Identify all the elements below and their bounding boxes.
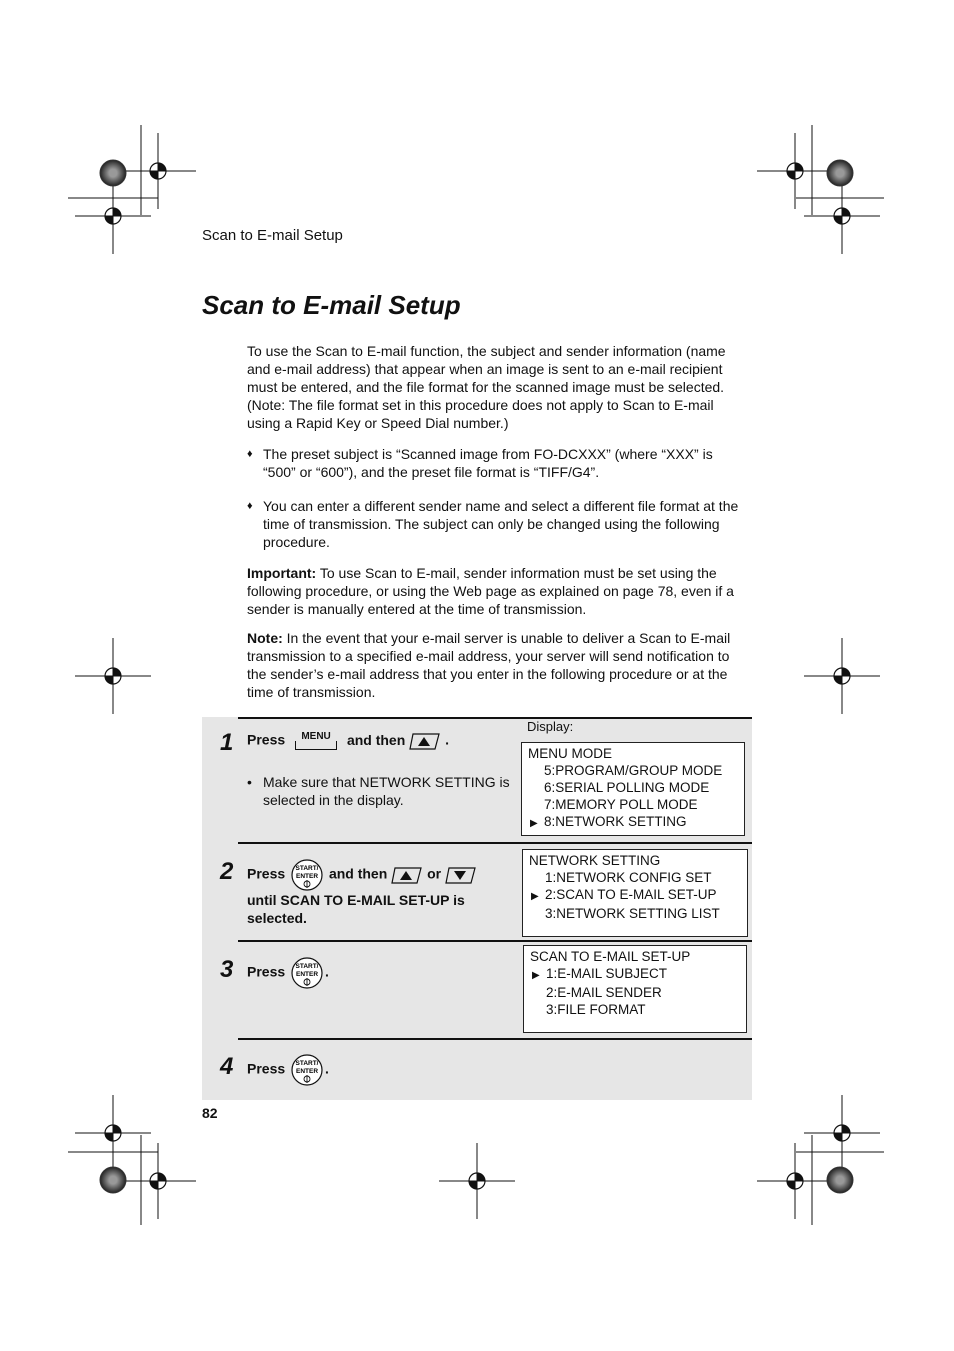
- display-label: Display:: [527, 719, 574, 734]
- menu-key-label: MENU: [301, 731, 331, 742]
- page-title: Scan to E-mail Setup: [202, 290, 461, 320]
- display-line: 6:SERIAL POLLING MODE: [544, 780, 710, 795]
- registration-cross-icon: [439, 1143, 515, 1219]
- press-label: Press: [247, 1060, 286, 1077]
- registration-cross-icon: [75, 178, 151, 254]
- press-label: Press: [247, 865, 286, 882]
- display-line: 2:E-MAIL SENDER: [546, 985, 662, 1000]
- star-target-icon: [827, 1167, 853, 1193]
- display-title: NETWORK SETTING: [529, 853, 661, 868]
- star-target-icon: [100, 1167, 126, 1193]
- display-line: 3:NETWORK SETTING LIST: [545, 906, 720, 921]
- selection-pointer-icon: ▶: [531, 891, 539, 902]
- enter-key-label: ENTER: [296, 1068, 319, 1075]
- registration-cross-icon: [75, 638, 151, 714]
- important-label: Important:: [247, 565, 317, 581]
- intro-paragraph: To use the Scan to E-mail function, the subject and sender information (name and e-mail address) that appear when an image is sent to an e-mail recipient must be entered, and the file format for the scanned image must be selected. (Note: The file format set in this procedure does not apply to Scan to E-mail using a Rapid Key or Speed Dial number.): [247, 343, 726, 431]
- display-line: 8:NETWORK SETTING: [544, 814, 687, 829]
- star-target-icon: [827, 160, 853, 186]
- bullet-text: You can enter a different sender name and select a different file format at the time of transmission. The subject can only be changed using the following procedure.: [263, 498, 739, 550]
- start-key-label: START/: [295, 1060, 319, 1067]
- display-line: 3:FILE FORMAT: [546, 1002, 646, 1017]
- registration-cross-icon: [804, 1095, 880, 1171]
- registration-cross-icon: [757, 1143, 833, 1219]
- press-label: Press: [247, 731, 286, 748]
- period: .: [445, 731, 449, 748]
- display-title: MENU MODE: [528, 746, 612, 761]
- registration-cross-icon: [804, 178, 880, 254]
- display-line: 7:MEMORY POLL MODE: [544, 797, 698, 812]
- period: .: [325, 963, 329, 980]
- diamond-bullet-icon: ♦: [247, 448, 253, 460]
- round-bullet-icon: •: [247, 774, 252, 790]
- important-text: To use Scan to E-mail, sender information must be set using the following procedure, or using the Web page as explained on page 78, even if a sender is manually entered at the time of transmission.: [247, 565, 734, 617]
- step-number: 1: [220, 729, 234, 756]
- step-number: 4: [220, 1053, 234, 1080]
- registration-cross-icon: [120, 1143, 196, 1219]
- step-1-note: Make sure that NETWORK SETTING is selected in the display.: [263, 774, 510, 808]
- enter-key-label: ENTER: [296, 873, 319, 880]
- step-2-line: selected.: [247, 910, 307, 926]
- note-label: Note:: [247, 630, 283, 646]
- display-line: 2:SCAN TO E-MAIL SET-UP: [545, 887, 717, 902]
- running-header: Scan to E-mail Setup: [202, 227, 343, 244]
- start-key-label: START/: [295, 963, 319, 970]
- display-line: 1:NETWORK CONFIG SET: [545, 870, 712, 885]
- display-title: SCAN TO E-MAIL SET-UP: [530, 949, 691, 964]
- step-number: 2: [220, 858, 234, 885]
- registration-cross-icon: [75, 1095, 151, 1171]
- and-then-label: and then: [346, 731, 406, 748]
- registration-cross-icon: [804, 638, 880, 714]
- period: .: [325, 1060, 329, 1077]
- and-then-label: and then: [328, 865, 388, 882]
- bullet-text: The preset subject is “Scanned image from FO-DCXXX” (where “XXX” is “500” or “600”), and the preset file format is “TIFF/G4”.: [263, 446, 713, 480]
- star-target-icon: [100, 160, 126, 186]
- display-line: 1:E-MAIL SUBJECT: [546, 966, 668, 981]
- page-number: 82: [202, 1105, 218, 1121]
- selection-pointer-icon: ▶: [530, 818, 538, 829]
- step-number: 3: [220, 956, 234, 983]
- start-key-label: START/: [295, 865, 319, 872]
- diamond-bullet-icon: ♦: [247, 500, 253, 512]
- press-label: Press: [247, 963, 286, 980]
- selection-pointer-icon: ▶: [532, 970, 540, 981]
- display-line: 5:PROGRAM/GROUP MODE: [544, 763, 723, 778]
- step-2-line: until SCAN TO E-MAIL SET-UP is: [247, 892, 465, 908]
- or-label: or: [427, 865, 442, 882]
- enter-key-label: ENTER: [296, 971, 319, 978]
- note-text: In the event that your e-mail server is unable to deliver a Scan to E-mail transmission to a specified e-mail address, your server will send notification to the sender’s e-mail address that you enter in the following procedure or at the time of transmission.: [247, 630, 731, 700]
